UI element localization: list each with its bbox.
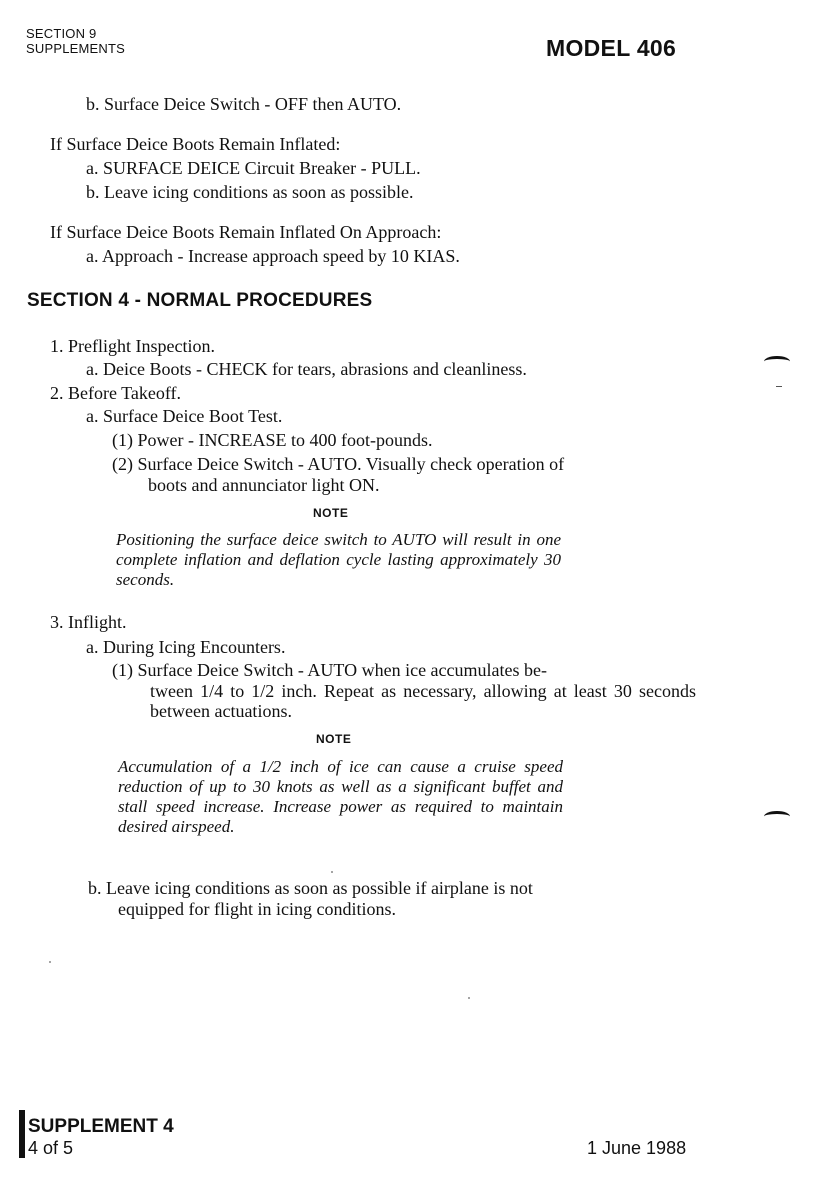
boots-approach-heading: If Surface Deice Boots Remain Inflated On Approach: — [50, 222, 442, 242]
step-2: 2. Before Takeoff. — [50, 383, 182, 403]
boots-inflated-a: a. SURFACE DEICE Circuit Breaker - PULL. — [86, 158, 421, 178]
header-subsection: SUPPLEMENTS — [26, 41, 126, 56]
scan-speck — [468, 997, 470, 999]
header-model: MODEL 406 — [546, 35, 677, 61]
step-3a: a. During Icing Encounters. — [86, 637, 286, 657]
boots-approach-a: a. Approach - Increase approach speed by 10 KIAS. — [86, 246, 460, 266]
header-section: SECTION 9 — [26, 26, 97, 41]
change-mark — [764, 356, 790, 367]
top-item-b: b. Surface Deice Switch - OFF then AUTO. — [86, 94, 402, 114]
note-1-text: Positioning the surface deice switch to AUTO will result in one complete inflation and deflation cycle lasting approximately 30 seconds. — [116, 530, 561, 589]
step-3b: b. Leave icing conditions as soon as possible if airplane is not — [88, 878, 533, 898]
scan-speck — [49, 961, 51, 963]
section-4-title: SECTION 4 - NORMAL PROCEDURES — [27, 290, 373, 311]
step-3a1: (1) Surface Deice Switch - AUTO when ice accumulates be- — [112, 660, 547, 680]
footer-supplement: SUPPLEMENT 4 — [28, 1116, 174, 1137]
step-3: 3. Inflight. — [50, 612, 127, 632]
revision-bar — [19, 1110, 25, 1158]
step-2a2: (2) Surface Deice Switch - AUTO. Visually check operation of — [112, 454, 565, 474]
change-mark — [764, 811, 790, 822]
footer-date: 1 June 1988 — [587, 1138, 687, 1158]
boots-inflated-heading: If Surface Deice Boots Remain Inflated: — [50, 134, 341, 154]
change-tick — [776, 386, 782, 387]
step-3a1-cont: tween 1/4 to 1/2 inch. Repeat as necessary, allowing at least 30 seconds between actuations. — [150, 681, 696, 721]
step-2a: a. Surface Deice Boot Test. — [86, 406, 283, 426]
note-2-label: NOTE — [316, 732, 352, 746]
step-1a: a. Deice Boots - CHECK for tears, abrasions and cleanliness. — [86, 359, 527, 379]
boots-inflated-b: b. Leave icing conditions as soon as possible. — [86, 182, 414, 202]
footer-page-number: 4 of 5 — [28, 1138, 74, 1158]
note-2-text: Accumulation of a 1/2 inch of ice can cause a cruise speed reduction of up to 30 knots as well as a significant buffet and stall speed increase. Increase power as required to maintain desired airspeed. — [118, 757, 563, 836]
step-1: 1. Preflight Inspection. — [50, 336, 215, 356]
step-3b-cont: equipped for flight in icing conditions. — [118, 899, 396, 919]
step-2a2-cont: boots and annunciator light ON. — [148, 475, 380, 495]
step-2a1: (1) Power - INCREASE to 400 foot-pounds. — [112, 430, 433, 450]
scan-speck — [331, 871, 333, 873]
note-1-label: NOTE — [313, 506, 349, 520]
